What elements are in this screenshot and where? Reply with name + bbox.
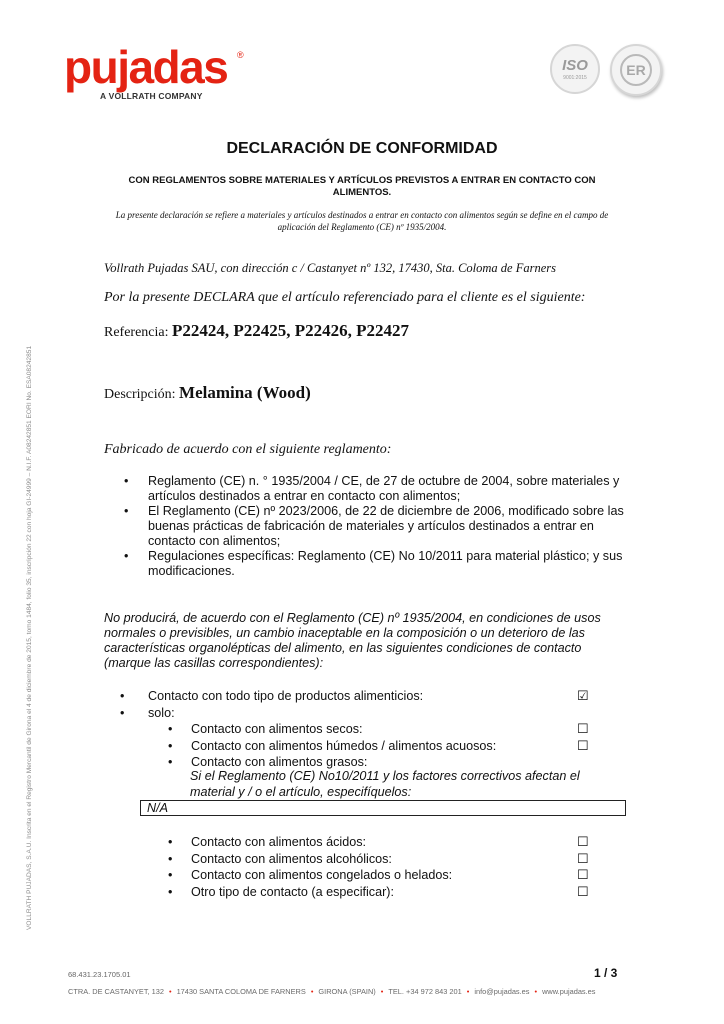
reference-value: P22424, P22425, P22426, P22427 (172, 321, 410, 340)
logo-subtitle: A VOLLRATH COMPANY (100, 91, 203, 101)
document-number: 68.431.23.1705.01 (68, 970, 131, 979)
fatty-foods-specification-field[interactable] (140, 800, 626, 816)
footer-phone: TEL. +34 972 843 201 (388, 987, 462, 996)
bullet-icon: • (120, 705, 125, 720)
contact-acidic-label: Contacto con alimentos ácidos: (191, 835, 367, 849)
manufactured-heading: Fabricado de acuerdo con el siguiente reglamento: (104, 442, 392, 457)
logo-wordmark: pujadas (64, 41, 228, 93)
er-certification-seal-icon (610, 44, 662, 96)
list-item (120, 884, 600, 901)
checkbox-icon[interactable]: ☐ (577, 737, 589, 753)
company-address-line: Vollrath Pujadas SAU, con dirección c / Castanyet nº 132, 17430, Sta. Coloma de Farners (104, 261, 556, 275)
bullet-icon: • (168, 722, 173, 736)
contact-wet-label: Contacto con alimentos húmedos / alimentos acuosos: (191, 738, 497, 753)
checkbox-icon[interactable]: ☐ (577, 850, 589, 866)
er-seal-letters: ER (620, 54, 652, 86)
contact-frozen-label: Contacto con alimentos congelados o helados: (191, 868, 453, 882)
list-item (124, 474, 624, 504)
footer-separator-icon: • (380, 987, 384, 996)
description-line (104, 383, 311, 403)
footer-separator-icon: • (168, 987, 172, 996)
description-value: Melamina (Wood) (179, 383, 311, 402)
list-item (120, 867, 600, 884)
bullet-icon: • (168, 835, 173, 849)
page-number: 1 / 3 (594, 966, 618, 980)
list-item (124, 549, 624, 579)
iso-seal-text: ISO (562, 56, 588, 74)
contact-other-label: Otro tipo de contacto (a especificar): (191, 884, 394, 899)
no-produce-paragraph: No producirá, de acuerdo con el Reglamento (CE) nº 1935/2004, en condiciones de usos normales o previsibles, un cambio inaceptable en la composición o un deterioro de las características organolépticas del alimento, en las siguientes condiciones de contacto (marque las casillas correspondientes): (104, 611, 601, 670)
contact-dry-label: Contacto con alimentos secos: (191, 722, 363, 736)
bullet-icon: • (168, 868, 173, 882)
bullet-icon: • (168, 851, 173, 866)
contact-fatty-label: Contacto con alimentos grasos: (191, 755, 368, 769)
iso-seal-standard: 9001:2015 (563, 74, 587, 81)
regulation-text: Reglamento (CE) n. ° 1935/2004 / CE, de 27 de octubre de 2004, sobre materiales y artículos destinados a entrar en contacto con alimentos; (148, 474, 620, 503)
checkbox-icon[interactable]: ☐ (577, 883, 589, 899)
footer-address (68, 987, 595, 996)
side-legal-text: VOLLRATH PUJADAS, S.A.U. Inscrita en el Registro Mercantil de Girona el 4 de diciembre de 2015, tomo 1484, folio 35, inscripción 22 con hoja GI-24999 – N.I.F. A08242851 EORI No. ESA08242851 (26, 345, 33, 930)
list-item (120, 721, 600, 738)
reference-label: Referencia: (104, 325, 169, 340)
document-title: DECLARACIÓN DE CONFORMIDAD (226, 140, 498, 157)
contact-only-label: solo: (148, 705, 175, 720)
footer-separator-icon: • (534, 987, 538, 996)
company-logo (64, 41, 244, 101)
list-item (120, 738, 600, 755)
logo-registered-mark: ® (237, 50, 244, 60)
description-label: Descripción: (104, 387, 176, 402)
bullet-icon: • (124, 504, 129, 518)
regulation-text: El Reglamento (CE) nº 2023/2006, de 22 de diciembre de 2006, modificado sobre las buenas prácticas de fabricación de materiales y artículos destinados a entrar en contacto con alimentos; (148, 504, 624, 548)
footer-separator-icon: • (310, 987, 314, 996)
contact-alcoholic-label: Contacto con alimentos alcohólicos: (191, 851, 392, 866)
fatty-foods-specification-value: N/A (147, 801, 168, 815)
fatty-foods-note: Si el Reglamento (CE) No10/2011 y los factores correctivos afectan el material y / o el artículo, especifíquelos: (190, 769, 580, 799)
intro-paragraph: La presente declaración se refiere a materiales y artículos destinados a entrar en contacto con alimentos según se define en el campo de aplicación del Reglamento (CE) nº 1935/2004. (115, 210, 609, 232)
document-subtitle: CON REGLAMENTOS SOBRE MATERIALES Y ARTÍCULOS PREVISTOS A ENTRAR EN CONTACTO CON ALIMENTOS. (128, 175, 596, 198)
regulation-text: Regulaciones específicas: Reglamento (CE) No 10/2011 para material plástico; y sus modificaciones. (148, 549, 623, 578)
footer-website-link[interactable]: www.pujadas.es (542, 987, 596, 996)
footer-email-link[interactable]: info@pujadas.es (474, 987, 530, 996)
footer-separator-icon: • (466, 987, 470, 996)
list-item (120, 705, 600, 722)
footer-region: GIRONA (SPAIN) (318, 987, 376, 996)
checkbox-icon[interactable]: ☐ (577, 834, 589, 849)
checkbox-icon[interactable]: ☐ (577, 867, 589, 882)
footer-city: 17430 SANTA COLOMA DE FARNERS (176, 987, 306, 996)
checkbox-checked-icon[interactable]: ☑ (577, 688, 589, 703)
reference-line (104, 321, 409, 341)
bullet-icon: • (124, 549, 129, 563)
list-item (120, 688, 600, 705)
list-item (120, 851, 600, 868)
bullet-icon: • (124, 474, 129, 488)
bullet-icon: • (168, 738, 173, 753)
list-item (120, 834, 600, 851)
checkbox-icon[interactable]: ☐ (577, 721, 589, 736)
contact-conditions-list (120, 688, 600, 771)
list-item (124, 504, 624, 549)
iso-certification-seal-icon (550, 44, 600, 94)
contact-conditions-list-continued (120, 834, 600, 900)
regulations-list (124, 474, 624, 579)
footer-street: CTRA. DE CASTANYET, 132 (68, 987, 164, 996)
declaration-line: Por la presente DECLARA que el artículo referenciado para el cliente es el siguiente: (104, 290, 586, 305)
bullet-icon: • (120, 689, 125, 703)
bullet-icon: • (168, 884, 173, 899)
bullet-icon: • (168, 755, 173, 769)
contact-all-foods-label: Contacto con todo tipo de productos alimenticios: (148, 689, 424, 703)
